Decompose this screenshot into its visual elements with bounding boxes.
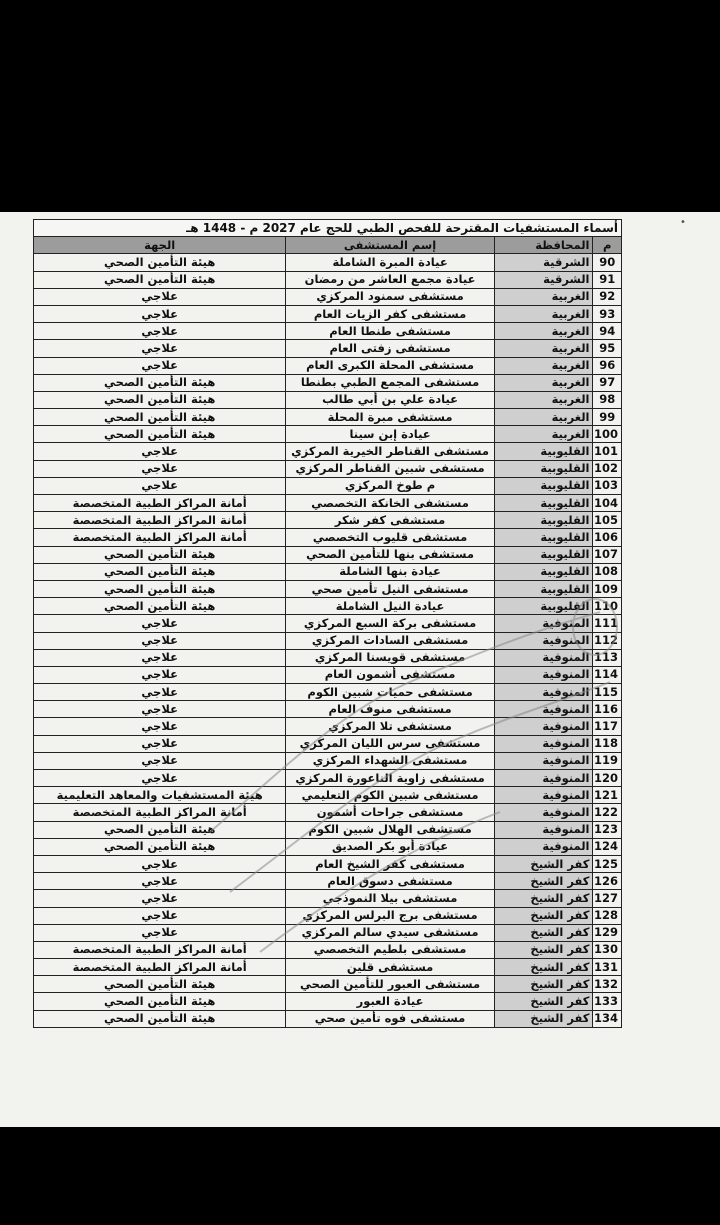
table-row — [34, 770, 622, 787]
row-number: 123 — [593, 821, 622, 838]
row-hospital-name: مستشفى السادات المركزي — [286, 632, 494, 649]
row-number: 99 — [593, 409, 622, 426]
row-number: 125 — [593, 855, 622, 872]
row-number: 124 — [593, 838, 622, 855]
row-governorate: الغربية — [494, 357, 593, 374]
row-hospital-name: مستشفى سيدي سالم المركزي — [286, 924, 494, 941]
row-hospital-name: عيادة إبن سينا — [286, 426, 494, 443]
row-authority: هيئة التأمين الصحي — [34, 426, 286, 443]
row-number: 134 — [593, 1010, 622, 1027]
row-governorate: القليوبية — [494, 580, 593, 597]
row-hospital-name: مستشفى المجمع الطبي بطنطا — [286, 374, 494, 391]
row-authority: هيئة التأمين الصحي — [34, 563, 286, 580]
row-hospital-name: عيادة أبو بكر الصديق — [286, 838, 494, 855]
row-governorate: كفر الشيخ — [494, 924, 593, 941]
row-governorate: المنوفية — [494, 666, 593, 683]
table-row — [34, 546, 622, 563]
table-header — [34, 237, 622, 254]
row-number: 100 — [593, 426, 622, 443]
table-row — [34, 959, 622, 976]
row-number: 127 — [593, 890, 622, 907]
row-number: 129 — [593, 924, 622, 941]
row-authority: علاجي — [34, 615, 286, 632]
row-authority: هيئة التأمين الصحي — [34, 580, 286, 597]
row-authority: علاجي — [34, 460, 286, 477]
row-hospital-name: مستشفى تلا المركزي — [286, 718, 494, 735]
row-number: 122 — [593, 804, 622, 821]
row-governorate: المنوفية — [494, 804, 593, 821]
row-governorate: المنوفية — [494, 701, 593, 718]
row-number: 107 — [593, 546, 622, 563]
row-governorate: الغربية — [494, 426, 593, 443]
row-authority: هيئة التأمين الصحي — [34, 598, 286, 615]
row-authority: هيئة التأمين الصحي — [34, 821, 286, 838]
row-governorate: الشرقية — [494, 271, 593, 288]
table-row — [34, 357, 622, 374]
row-authority: هيئة التأمين الصحي — [34, 546, 286, 563]
table-row — [34, 512, 622, 529]
row-hospital-name: عيادة بنها الشاملة — [286, 563, 494, 580]
row-hospital-name: مستشفى سرس الليان المركزي — [286, 735, 494, 752]
row-hospital-name: عيادة العبور — [286, 993, 494, 1010]
row-authority: هيئة التأمين الصحي — [34, 391, 286, 408]
row-hospital-name: مستشفى بركة السبع المركزي — [286, 615, 494, 632]
row-governorate: الغربية — [494, 323, 593, 340]
row-governorate: المنوفية — [494, 752, 593, 769]
row-hospital-name: مستشفى الشهداء المركزي — [286, 752, 494, 769]
row-number: 90 — [593, 254, 622, 271]
row-governorate: القليوبية — [494, 460, 593, 477]
table-row — [34, 924, 622, 941]
row-governorate: القليوبية — [494, 529, 593, 546]
row-authority: علاجي — [34, 855, 286, 872]
hospitals-table — [33, 219, 622, 1028]
table-row — [34, 821, 622, 838]
row-governorate: المنوفية — [494, 787, 593, 804]
table-row — [34, 615, 622, 632]
table-row — [34, 580, 622, 597]
row-authority: علاجي — [34, 770, 286, 787]
row-hospital-name: مستشفى فوه تأمين صحي — [286, 1010, 494, 1027]
row-hospital-name: مستشفى طنطا العام — [286, 323, 494, 340]
table-row — [34, 340, 622, 357]
row-governorate: المنوفية — [494, 838, 593, 855]
row-hospital-name: عيادة مجمع العاشر من رمضان — [286, 271, 494, 288]
row-hospital-name: مستشفى شبين الكوم التعليمي — [286, 787, 494, 804]
header-authority: الجهة — [34, 237, 286, 254]
table-row — [34, 701, 622, 718]
row-governorate: كفر الشيخ — [494, 873, 593, 890]
row-number: 116 — [593, 701, 622, 718]
row-authority: أمانة المراكز الطبية المتخصصة — [34, 959, 286, 976]
row-authority: علاجي — [34, 443, 286, 460]
row-authority: أمانة المراكز الطبية المتخصصة — [34, 512, 286, 529]
row-authority: علاجي — [34, 752, 286, 769]
table-row — [34, 495, 622, 512]
row-authority: علاجي — [34, 735, 286, 752]
row-number: 111 — [593, 615, 622, 632]
table-row — [34, 1010, 622, 1027]
row-governorate: كفر الشيخ — [494, 976, 593, 993]
row-number: 103 — [593, 477, 622, 494]
row-governorate: المنوفية — [494, 770, 593, 787]
row-authority: علاجي — [34, 907, 286, 924]
row-hospital-name: مستشفى برج البرلس المركزي — [286, 907, 494, 924]
row-hospital-name: مستشفى النيل تأمين صحي — [286, 580, 494, 597]
row-authority: علاجي — [34, 684, 286, 701]
table-row — [34, 563, 622, 580]
row-governorate: الغربية — [494, 288, 593, 305]
row-number: 97 — [593, 374, 622, 391]
table-row — [34, 787, 622, 804]
table-row — [34, 735, 622, 752]
table-row — [34, 804, 622, 821]
row-authority: علاجي — [34, 924, 286, 941]
row-authority: علاجي — [34, 873, 286, 890]
row-number: 92 — [593, 288, 622, 305]
row-authority: أمانة المراكز الطبية المتخصصة — [34, 495, 286, 512]
row-governorate: القليوبية — [494, 512, 593, 529]
row-authority: علاجي — [34, 890, 286, 907]
row-hospital-name: مستشفى بلطيم التخصصي — [286, 941, 494, 958]
row-authority: علاجي — [34, 666, 286, 683]
row-governorate: المنوفية — [494, 684, 593, 701]
row-authority: علاجي — [34, 477, 286, 494]
table-row — [34, 855, 622, 872]
row-hospital-name: عيادة المبرة الشاملة — [286, 254, 494, 271]
row-governorate: كفر الشيخ — [494, 890, 593, 907]
row-hospital-name: مستشفى الخانكة التخصصي — [286, 495, 494, 512]
table-row — [34, 684, 622, 701]
row-number: 95 — [593, 340, 622, 357]
row-governorate: كفر الشيخ — [494, 1010, 593, 1027]
row-hospital-name: مستشفى الهلال شبين الكوم — [286, 821, 494, 838]
row-hospital-name: مستشفى حميات شبين الكوم — [286, 684, 494, 701]
row-authority: أمانة المراكز الطبية المتخصصة — [34, 941, 286, 958]
row-hospital-name: مستشفى كفر الشيخ العام — [286, 855, 494, 872]
row-authority: علاجي — [34, 718, 286, 735]
row-number: 118 — [593, 735, 622, 752]
row-governorate: المنوفية — [494, 649, 593, 666]
row-hospital-name: عيادة النيل الشاملة — [286, 598, 494, 615]
row-governorate: كفر الشيخ — [494, 959, 593, 976]
row-governorate: القليوبية — [494, 495, 593, 512]
row-governorate: القليوبية — [494, 563, 593, 580]
table-body — [34, 254, 622, 1027]
row-number: 121 — [593, 787, 622, 804]
row-governorate: كفر الشيخ — [494, 855, 593, 872]
row-number: 110 — [593, 598, 622, 615]
row-governorate: القليوبية — [494, 598, 593, 615]
table-row — [34, 718, 622, 735]
row-hospital-name: مستشفى بيلا النموذجي — [286, 890, 494, 907]
row-hospital-name: مستشفى منوف العام — [286, 701, 494, 718]
row-governorate: كفر الشيخ — [494, 993, 593, 1010]
row-governorate: القليوبية — [494, 546, 593, 563]
table-row — [34, 752, 622, 769]
table-row — [34, 649, 622, 666]
table-row — [34, 409, 622, 426]
table-row — [34, 907, 622, 924]
row-number: 109 — [593, 580, 622, 597]
bottom-black-bar — [0, 1127, 720, 1225]
table-row — [34, 976, 622, 993]
table-row — [34, 598, 622, 615]
row-authority: هيئة التأمين الصحي — [34, 838, 286, 855]
table-row — [34, 873, 622, 890]
table-row — [34, 443, 622, 460]
row-authority: هيئة التأمين الصحي — [34, 1010, 286, 1027]
row-governorate: الشرقية — [494, 254, 593, 271]
row-governorate: الغربية — [494, 409, 593, 426]
row-number: 112 — [593, 632, 622, 649]
row-hospital-name: مستشفى بنها للتأمين الصحي — [286, 546, 494, 563]
row-number: 133 — [593, 993, 622, 1010]
table-row — [34, 477, 622, 494]
row-number: 131 — [593, 959, 622, 976]
row-authority: هيئة التأمين الصحي — [34, 409, 286, 426]
table-row — [34, 323, 622, 340]
row-number: 94 — [593, 323, 622, 340]
row-governorate: الغربية — [494, 374, 593, 391]
row-hospital-name: مستشفى العبور للتأمين الصحي — [286, 976, 494, 993]
table-row — [34, 288, 622, 305]
row-hospital-name: مستشفى سمنود المركزي — [286, 288, 494, 305]
row-number: 91 — [593, 271, 622, 288]
row-number: 101 — [593, 443, 622, 460]
table-row — [34, 632, 622, 649]
row-number: 128 — [593, 907, 622, 924]
row-governorate: الغربية — [494, 340, 593, 357]
row-authority: هيئة التأمين الصحي — [34, 271, 286, 288]
row-number: 115 — [593, 684, 622, 701]
row-number: 93 — [593, 305, 622, 322]
row-number: 96 — [593, 357, 622, 374]
row-hospital-name: عيادة علي بن أبي طالب — [286, 391, 494, 408]
table-row — [34, 271, 622, 288]
row-number: 108 — [593, 563, 622, 580]
row-authority: علاجي — [34, 357, 286, 374]
row-authority: أمانة المراكز الطبية المتخصصة — [34, 804, 286, 821]
row-hospital-name: مستشفى مبرة المحلة — [286, 409, 494, 426]
row-authority: علاجي — [34, 288, 286, 305]
document-page — [0, 212, 720, 1127]
row-hospital-name: مستشفى المحلة الكبرى العام — [286, 357, 494, 374]
row-governorate: كفر الشيخ — [494, 907, 593, 924]
row-governorate: الغربية — [494, 391, 593, 408]
row-governorate: المنوفية — [494, 632, 593, 649]
document-title: أسماء المستشفيات المقترحة للفحص الطبي للحج عام 2027 م - 1448 هـ — [34, 220, 622, 237]
table-row — [34, 838, 622, 855]
row-governorate: الغربية — [494, 305, 593, 322]
row-governorate: القليوبية — [494, 477, 593, 494]
row-hospital-name: مستشفى شبين القناطر المركزي — [286, 460, 494, 477]
table-row — [34, 460, 622, 477]
row-authority: هيئة التأمين الصحي — [34, 254, 286, 271]
row-number: 117 — [593, 718, 622, 735]
row-hospital-name: مستشفى قليوب التخصصي — [286, 529, 494, 546]
row-hospital-name: مستشفى دسوق العام — [286, 873, 494, 890]
header-number: م — [593, 237, 622, 254]
row-authority: هيئة التأمين الصحي — [34, 374, 286, 391]
row-governorate: كفر الشيخ — [494, 941, 593, 958]
row-number: 126 — [593, 873, 622, 890]
table-row — [34, 305, 622, 322]
row-hospital-name: مستشفى قلين — [286, 959, 494, 976]
row-governorate: المنوفية — [494, 821, 593, 838]
row-number: 130 — [593, 941, 622, 958]
row-authority: هيئة التأمين الصحي — [34, 976, 286, 993]
row-authority: علاجي — [34, 649, 286, 666]
row-number: 132 — [593, 976, 622, 993]
row-number: 113 — [593, 649, 622, 666]
table-row — [34, 426, 622, 443]
row-hospital-name: مستشفى جراحات أشمون — [286, 804, 494, 821]
table-row — [34, 666, 622, 683]
table-row — [34, 941, 622, 958]
row-number: 98 — [593, 391, 622, 408]
row-hospital-name: مستشفى زاوية الناعورة المركزي — [286, 770, 494, 787]
row-hospital-name: مستشفى كفر الزيات العام — [286, 305, 494, 322]
row-hospital-name: مستشفى زفتى العام — [286, 340, 494, 357]
row-authority: علاجي — [34, 323, 286, 340]
header-hospital: إسم المستشفى — [286, 237, 494, 254]
row-hospital-name: م طوخ المركزي — [286, 477, 494, 494]
row-hospital-name: مستشفى كفر شكر — [286, 512, 494, 529]
row-governorate: المنوفية — [494, 718, 593, 735]
row-authority: علاجي — [34, 340, 286, 357]
row-number: 119 — [593, 752, 622, 769]
row-number: 105 — [593, 512, 622, 529]
row-hospital-name: مستشفى أشمون العام — [286, 666, 494, 683]
row-number: 106 — [593, 529, 622, 546]
row-governorate: المنوفية — [494, 615, 593, 632]
row-authority: علاجي — [34, 701, 286, 718]
scan-speck: • — [680, 217, 686, 228]
row-governorate: القليوبية — [494, 443, 593, 460]
table-row — [34, 993, 622, 1010]
row-authority: هيئة المستشفيات والمعاهد التعليمية — [34, 787, 286, 804]
table-row — [34, 391, 622, 408]
row-authority: هيئة التأمين الصحي — [34, 993, 286, 1010]
table-row — [34, 529, 622, 546]
row-number: 120 — [593, 770, 622, 787]
table-row — [34, 890, 622, 907]
row-hospital-name: مستشفى قويسنا المركزي — [286, 649, 494, 666]
row-authority: أمانة المراكز الطبية المتخصصة — [34, 529, 286, 546]
table-row — [34, 254, 622, 271]
top-black-bar — [0, 0, 720, 212]
row-governorate: المنوفية — [494, 735, 593, 752]
row-authority: علاجي — [34, 305, 286, 322]
row-number: 114 — [593, 666, 622, 683]
table-row — [34, 374, 622, 391]
row-authority: علاجي — [34, 632, 286, 649]
row-hospital-name: مستشفى القناطر الخيرية المركزي — [286, 443, 494, 460]
row-number: 102 — [593, 460, 622, 477]
header-governorate: المحافظة — [494, 237, 593, 254]
row-number: 104 — [593, 495, 622, 512]
